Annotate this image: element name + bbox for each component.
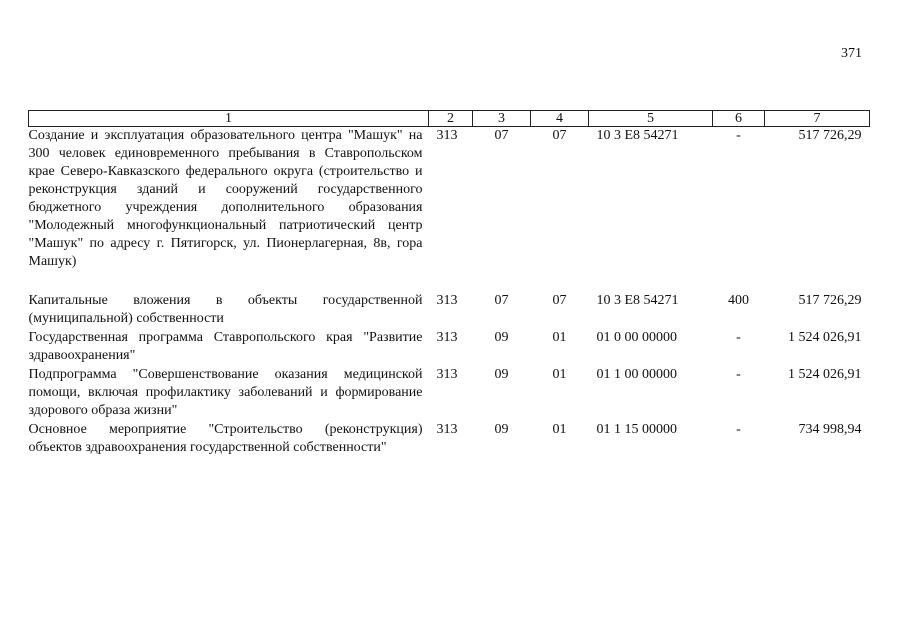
table-row	[29, 421, 870, 458]
amount: 734 998,94	[798, 422, 862, 437]
item-name: Капитальные вложения в объекты государственной (муниципальной) собственности	[28, 293, 423, 326]
table-row	[29, 329, 870, 366]
subsection-code: 07	[552, 128, 567, 143]
expense-type-code: 400	[728, 293, 749, 308]
ministry-code: 313	[436, 128, 458, 143]
item-name: Создание и эксплуатация образовательного центра "Машук" на 300 человек единовременного пребывания в Ставропольском крае Северо-Кавказского федерального округа (строительство и реконструкция зданий и сооружений государственного бюджетного учреждения дополнительного образования "Молодежный многофункциональный патриотический центр "Машук" по адресу г. Пятигорск, ул. Пионерлагерная, 8в, гора Машук)	[28, 128, 423, 269]
target-article-code: 01 1 00 00000	[596, 367, 677, 382]
expense-type-code: -	[736, 367, 741, 382]
target-article-code: 01 0 00 00000	[596, 330, 677, 345]
table-row	[29, 127, 870, 273]
ministry-code: 313	[436, 367, 458, 382]
table-row	[29, 366, 870, 421]
page-number: 371	[841, 46, 862, 61]
item-name: Подпрограмма "Совершенствование оказания медицинской помощи, включая профилактику заболеваний и формирование здорового образа жизни"	[28, 367, 423, 418]
column-header: 1	[29, 111, 429, 127]
table-row	[29, 292, 870, 329]
amount: 517 726,29	[798, 293, 862, 308]
column-header: 5	[589, 111, 713, 127]
item-name: Основное мероприятие "Строительство (реконструкция) объектов здравоохранения государственной собственности"	[28, 422, 423, 455]
column-header: 2	[429, 111, 473, 127]
target-article-code: 10 3 E8 54271	[596, 293, 679, 308]
target-article-code: 10 3 E8 54271	[596, 128, 679, 143]
subsection-code: 01	[552, 330, 567, 345]
expense-type-code: -	[736, 422, 741, 437]
amount: 1 524 026,91	[788, 367, 862, 382]
section-code: 09	[494, 422, 509, 437]
subsection-code: 01	[552, 367, 567, 382]
ministry-code: 313	[436, 422, 458, 437]
item-name: Государственная программа Ставропольского края "Развитие здравоохранения"	[28, 330, 423, 363]
section-code: 09	[494, 330, 509, 345]
budget-table	[28, 110, 870, 458]
target-article-code: 01 1 15 00000	[596, 422, 677, 437]
table-header-row	[29, 111, 870, 127]
section-code: 09	[494, 367, 509, 382]
subsection-code: 01	[552, 422, 567, 437]
spacer-row	[29, 272, 870, 292]
subsection-code: 07	[552, 293, 567, 308]
ministry-code: 313	[436, 330, 458, 345]
section-code: 07	[494, 293, 509, 308]
column-header: 3	[473, 111, 531, 127]
amount: 1 524 026,91	[788, 330, 862, 345]
column-header: 7	[765, 111, 870, 127]
column-header: 4	[531, 111, 589, 127]
ministry-code: 313	[436, 293, 458, 308]
column-header: 6	[713, 111, 765, 127]
amount: 517 726,29	[798, 128, 862, 143]
section-code: 07	[494, 128, 509, 143]
expense-type-code: -	[736, 128, 741, 143]
expense-type-code: -	[736, 330, 741, 345]
